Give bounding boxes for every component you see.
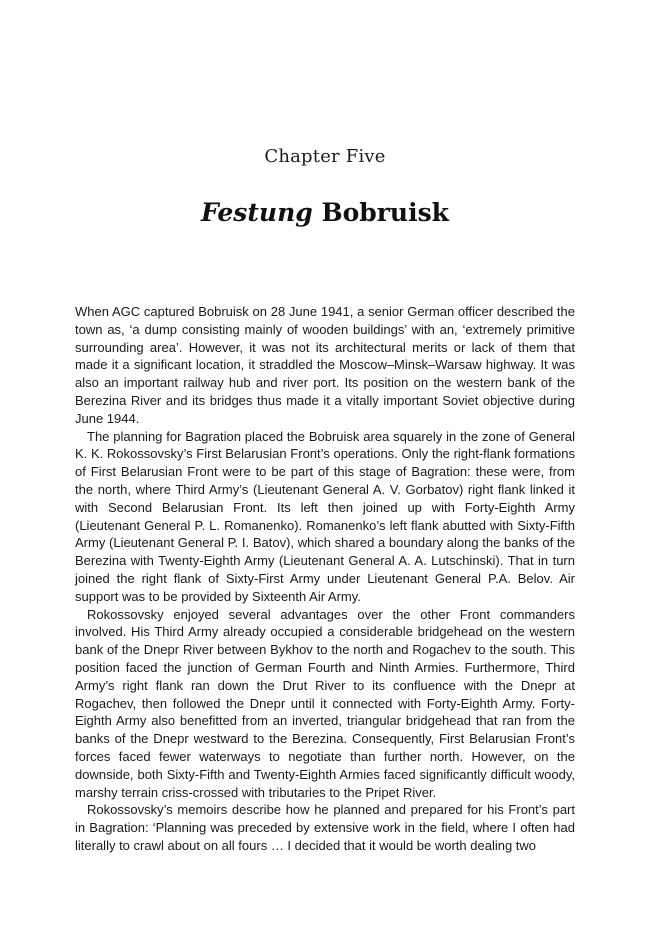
chapter-title-rest: Bobruisk (312, 198, 449, 227)
chapter-title-italic: Festung (201, 198, 313, 227)
paragraph: Rokossovsky’s memoirs describe how he planned and prepared for his Front’s part in Bagration: ‘Planning was preceded by extensive work in the field, where I often had literally to crawl about on all fours … I decided that it would be worth dealing two (75, 802, 575, 853)
body-text (75, 303, 575, 855)
paragraph: The planning for Bagration placed the Bobruisk area squarely in the zone of General K. K. Rokossovsky’s First Belarusian Front’s operations. Only the right-flank formations of First Belarusian Front were to be part of this stage of Bagration: these were, from the north, where Third Army’s (Lieutenant General A. V. Gorbatov) right flank linked it with Second Belarusian Front. Its left then joined up with Forty-Eighth Army (Lieutenant General P. L. Romanenko). Romanenko’s left flank abutted with Sixty-Fifth Army (Lieutenant General P. I. Batov), which shared a boundary along the banks of the Berezina with Twenty-Eighth Army (Lieutenant General A. A. Lutschinski). That in turn joined the right flank of Sixty-First Army under Lieutenant General P.A. Belov. Air support was to be provided by Sixteenth Air Army. (75, 428, 575, 604)
paragraph: When AGC captured Bobruisk on 28 June 1941, a senior German officer described the town as, ‘a dump consisting mainly of wooden buildings’ with an, ‘extremely primitive surrounding area’. However, it was not its architectural merits or lack of them that made it a significant location, it straddled the Moscow–Minsk–Warsaw highway. It was also an important railway hub and river port. Its position on the western bank of the Berezina River and its bridges thus made it a vitally important Soviet objective during June 1944. (75, 304, 575, 426)
chapter-title (0, 198, 650, 227)
chapter-label: Chapter Five (264, 146, 386, 167)
paragraph: Rokossovsky enjoyed several advantages over the other Front commanders involved. His Third Army already occupied a considerable bridgehead on the western bank of the Dnepr River between Bykhov to the north and Rogachev to the south. This position faced the junction of German Fourth and Ninth Armies. Furthermore, Third Army’s right flank ran down the Drut River to its confluence with the Dnepr at Rogachev, then followed the Dnepr until it connected with Forty-Eighth Army. Forty-Eighth Army also benefitted from an inverted, triangular bridgehead that ran from the banks of the Dnepr westward to the Berezina. Consequently, First Belarusian Front’s forces faced fewer waterways to negotiate than further north. However, on the downside, both Sixty-Fifth and Twenty-Eighth Armies faced significantly difficult woody, marshy terrain criss-crossed with tributaries to the Pripet River. (75, 606, 575, 800)
